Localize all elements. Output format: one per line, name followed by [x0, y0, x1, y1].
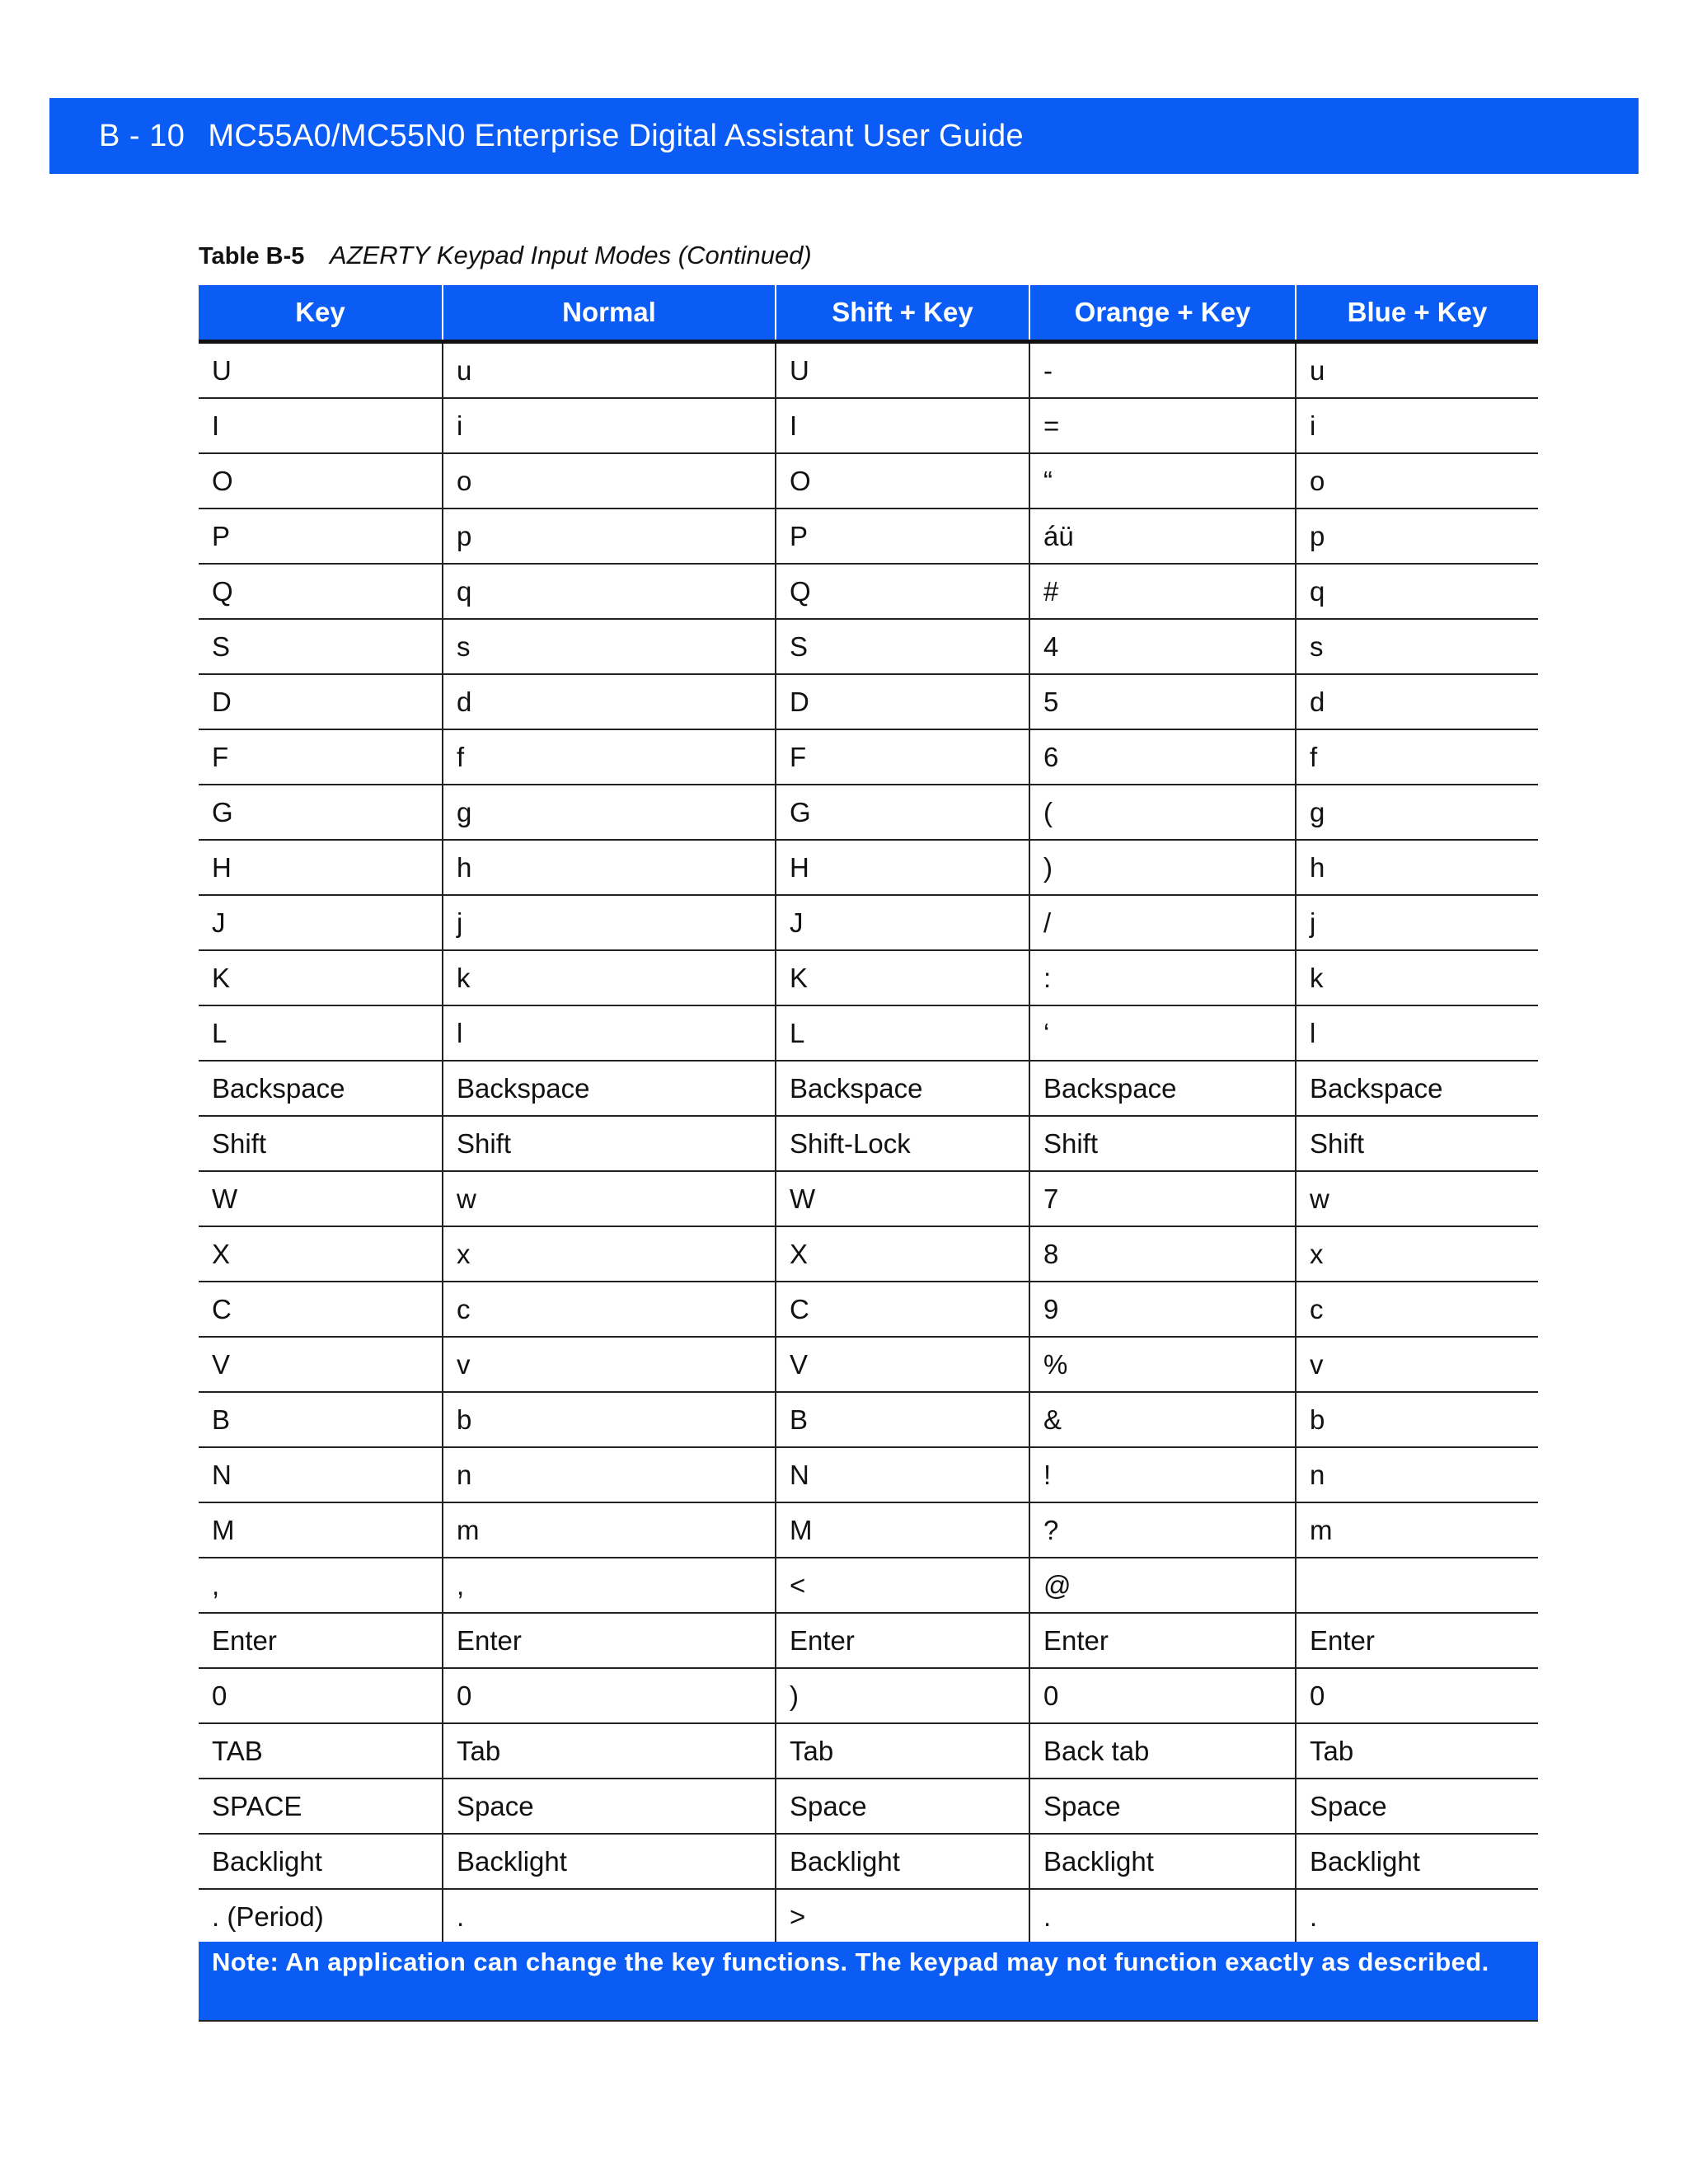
- cell-blue-key: s: [1296, 619, 1538, 674]
- keypad-input-modes-table: [199, 285, 1538, 1947]
- cell-shift-key: J: [776, 895, 1029, 950]
- cell-shift-key: N: [776, 1447, 1029, 1502]
- table-row: [199, 1337, 1538, 1392]
- cell-key: . (Period): [199, 1889, 443, 1946]
- cell-key: S: [199, 619, 443, 674]
- cell-key: D: [199, 674, 443, 729]
- cell-key: I: [199, 398, 443, 453]
- cell-blue-key: c: [1296, 1282, 1538, 1337]
- cell-key: B: [199, 1392, 443, 1447]
- column-header-blue-key: Blue + Key: [1296, 285, 1538, 342]
- cell-orange-key: 0: [1029, 1668, 1296, 1723]
- cell-shift-key: Space: [776, 1779, 1029, 1834]
- cell-key: F: [199, 729, 443, 785]
- cell-key: O: [199, 453, 443, 509]
- cell-blue-key: q: [1296, 564, 1538, 619]
- cell-orange-key: Backlight: [1029, 1834, 1296, 1889]
- cell-shift-key: L: [776, 1005, 1029, 1061]
- cell-key: TAB: [199, 1723, 443, 1779]
- cell-key: J: [199, 895, 443, 950]
- cell-blue-key: w: [1296, 1171, 1538, 1226]
- cell-shift-key: >: [776, 1889, 1029, 1946]
- cell-key: U: [199, 342, 443, 399]
- cell-normal: Shift: [443, 1116, 776, 1171]
- cell-orange-key: @: [1029, 1558, 1296, 1613]
- table-row: [199, 1558, 1538, 1613]
- cell-blue-key: j: [1296, 895, 1538, 950]
- table-row: [199, 1834, 1538, 1889]
- cell-shift-key: K: [776, 950, 1029, 1005]
- document-title: MC55A0/MC55N0 Enterprise Digital Assistant User Guide: [208, 118, 1024, 153]
- cell-normal: j: [443, 895, 776, 950]
- table-row: [199, 1779, 1538, 1834]
- cell-orange-key: ‘: [1029, 1005, 1296, 1061]
- cell-normal: Backlight: [443, 1834, 776, 1889]
- cell-key: X: [199, 1226, 443, 1282]
- table-row: [199, 785, 1538, 840]
- cell-key: Shift: [199, 1116, 443, 1171]
- table-row: [199, 509, 1538, 564]
- cell-blue-key: Enter: [1296, 1613, 1538, 1668]
- cell-key: Backlight: [199, 1834, 443, 1889]
- cell-blue-key: i: [1296, 398, 1538, 453]
- cell-normal: q: [443, 564, 776, 619]
- cell-shift-key: B: [776, 1392, 1029, 1447]
- cell-normal: ,: [443, 1558, 776, 1613]
- cell-shift-key: Backspace: [776, 1061, 1029, 1116]
- cell-blue-key: [1296, 1558, 1538, 1613]
- cell-key: P: [199, 509, 443, 564]
- cell-shift-key: P: [776, 509, 1029, 564]
- cell-shift-key: ): [776, 1668, 1029, 1723]
- cell-orange-key: 7: [1029, 1171, 1296, 1226]
- cell-blue-key: f: [1296, 729, 1538, 785]
- cell-blue-key: d: [1296, 674, 1538, 729]
- cell-shift-key: O: [776, 453, 1029, 509]
- cell-normal: h: [443, 840, 776, 895]
- cell-blue-key: 0: [1296, 1668, 1538, 1723]
- cell-orange-key: áü: [1029, 509, 1296, 564]
- cell-shift-key: C: [776, 1282, 1029, 1337]
- table-row: [199, 1171, 1538, 1226]
- cell-orange-key: Back tab: [1029, 1723, 1296, 1779]
- cell-key: G: [199, 785, 443, 840]
- cell-orange-key: Backspace: [1029, 1061, 1296, 1116]
- cell-shift-key: W: [776, 1171, 1029, 1226]
- table-row: [199, 1005, 1538, 1061]
- cell-normal: 0: [443, 1668, 776, 1723]
- cell-orange-key: %: [1029, 1337, 1296, 1392]
- cell-orange-key: !: [1029, 1447, 1296, 1502]
- cell-blue-key: Backlight: [1296, 1834, 1538, 1889]
- page-number: B - 10: [99, 118, 185, 153]
- cell-normal: Tab: [443, 1723, 776, 1779]
- cell-blue-key: h: [1296, 840, 1538, 895]
- cell-orange-key: Shift: [1029, 1116, 1296, 1171]
- table-caption-label: Table B-5: [199, 243, 305, 269]
- cell-shift-key: Backlight: [776, 1834, 1029, 1889]
- cell-normal: s: [443, 619, 776, 674]
- cell-key: H: [199, 840, 443, 895]
- cell-shift-key: M: [776, 1502, 1029, 1558]
- cell-orange-key: Enter: [1029, 1613, 1296, 1668]
- table-row: [199, 398, 1538, 453]
- cell-orange-key: &: [1029, 1392, 1296, 1447]
- cell-normal: g: [443, 785, 776, 840]
- cell-blue-key: u: [1296, 342, 1538, 399]
- cell-orange-key: 4: [1029, 619, 1296, 674]
- cell-shift-key: Enter: [776, 1613, 1029, 1668]
- cell-orange-key: ): [1029, 840, 1296, 895]
- table-body: [199, 342, 1538, 1946]
- header-row: [199, 285, 1538, 342]
- cell-key: L: [199, 1005, 443, 1061]
- cell-blue-key: v: [1296, 1337, 1538, 1392]
- cell-normal: Space: [443, 1779, 776, 1834]
- cell-key: N: [199, 1447, 443, 1502]
- cell-key: ,: [199, 1558, 443, 1613]
- cell-orange-key: 5: [1029, 674, 1296, 729]
- cell-key: 0: [199, 1668, 443, 1723]
- cell-orange-key: /: [1029, 895, 1296, 950]
- cell-normal: Enter: [443, 1613, 776, 1668]
- cell-blue-key: m: [1296, 1502, 1538, 1558]
- cell-shift-key: <: [776, 1558, 1029, 1613]
- table-row: [199, 840, 1538, 895]
- column-header-normal: Normal: [443, 285, 776, 342]
- table-row: [199, 1061, 1538, 1116]
- cell-blue-key: n: [1296, 1447, 1538, 1502]
- table-row: [199, 1613, 1538, 1668]
- note-box: Note: An application can change the key functions. The keypad may not function exactly as described.: [199, 1942, 1538, 2022]
- table-row: [199, 1392, 1538, 1447]
- cell-blue-key: Shift: [1296, 1116, 1538, 1171]
- cell-blue-key: o: [1296, 453, 1538, 509]
- cell-normal: p: [443, 509, 776, 564]
- cell-shift-key: U: [776, 342, 1029, 399]
- cell-normal: u: [443, 342, 776, 399]
- cell-normal: w: [443, 1171, 776, 1226]
- cell-normal: d: [443, 674, 776, 729]
- table-caption-title: AZERTY Keypad Input Modes (Continued): [330, 241, 812, 269]
- table-row: [199, 1226, 1538, 1282]
- cell-orange-key: :: [1029, 950, 1296, 1005]
- table-row: [199, 950, 1538, 1005]
- cell-orange-key: #: [1029, 564, 1296, 619]
- table-row: [199, 674, 1538, 729]
- cell-key: Enter: [199, 1613, 443, 1668]
- cell-normal: x: [443, 1226, 776, 1282]
- cell-normal: .: [443, 1889, 776, 1946]
- cell-blue-key: x: [1296, 1226, 1538, 1282]
- cell-normal: o: [443, 453, 776, 509]
- cell-blue-key: b: [1296, 1392, 1538, 1447]
- cell-normal: f: [443, 729, 776, 785]
- cell-normal: v: [443, 1337, 776, 1392]
- cell-normal: Backspace: [443, 1061, 776, 1116]
- table-row: [199, 895, 1538, 950]
- table-row: [199, 729, 1538, 785]
- column-header-orange-key: Orange + Key: [1029, 285, 1296, 342]
- cell-key: C: [199, 1282, 443, 1337]
- cell-normal: k: [443, 950, 776, 1005]
- cell-shift-key: D: [776, 674, 1029, 729]
- cell-key: M: [199, 1502, 443, 1558]
- cell-orange-key: “: [1029, 453, 1296, 509]
- table-row: [199, 619, 1538, 674]
- cell-shift-key: X: [776, 1226, 1029, 1282]
- cell-key: SPACE: [199, 1779, 443, 1834]
- table-row: [199, 564, 1538, 619]
- table-row: [199, 1668, 1538, 1723]
- table-row: [199, 1447, 1538, 1502]
- cell-orange-key: Space: [1029, 1779, 1296, 1834]
- cell-normal: m: [443, 1502, 776, 1558]
- table-caption: [199, 241, 812, 270]
- cell-orange-key: ?: [1029, 1502, 1296, 1558]
- cell-shift-key: Tab: [776, 1723, 1029, 1779]
- cell-orange-key: =: [1029, 398, 1296, 453]
- cell-key: V: [199, 1337, 443, 1392]
- cell-normal: c: [443, 1282, 776, 1337]
- table-row: [199, 1723, 1538, 1779]
- column-header-shift-key: Shift + Key: [776, 285, 1029, 342]
- cell-shift-key: H: [776, 840, 1029, 895]
- cell-shift-key: S: [776, 619, 1029, 674]
- cell-shift-key: G: [776, 785, 1029, 840]
- cell-orange-key: 6: [1029, 729, 1296, 785]
- cell-orange-key: 9: [1029, 1282, 1296, 1337]
- cell-orange-key: 8: [1029, 1226, 1296, 1282]
- cell-blue-key: .: [1296, 1889, 1538, 1946]
- cell-orange-key: .: [1029, 1889, 1296, 1946]
- cell-shift-key: V: [776, 1337, 1029, 1392]
- cell-orange-key: (: [1029, 785, 1296, 840]
- table-row: [199, 1889, 1538, 1946]
- cell-key: K: [199, 950, 443, 1005]
- cell-shift-key: Q: [776, 564, 1029, 619]
- cell-orange-key: -: [1029, 342, 1296, 399]
- cell-blue-key: Tab: [1296, 1723, 1538, 1779]
- table-row: [199, 342, 1538, 399]
- cell-normal: i: [443, 398, 776, 453]
- cell-blue-key: k: [1296, 950, 1538, 1005]
- cell-key: Backspace: [199, 1061, 443, 1116]
- cell-blue-key: Backspace: [1296, 1061, 1538, 1116]
- cell-key: W: [199, 1171, 443, 1226]
- cell-key: Q: [199, 564, 443, 619]
- table-row: [199, 1502, 1538, 1558]
- column-header-key: Key: [199, 285, 443, 342]
- cell-normal: n: [443, 1447, 776, 1502]
- table-row: [199, 1282, 1538, 1337]
- table-header: [199, 285, 1538, 342]
- cell-blue-key: p: [1296, 509, 1538, 564]
- cell-shift-key: I: [776, 398, 1029, 453]
- cell-shift-key: F: [776, 729, 1029, 785]
- cell-blue-key: Space: [1296, 1779, 1538, 1834]
- cell-shift-key: Shift-Lock: [776, 1116, 1029, 1171]
- table-row: [199, 1116, 1538, 1171]
- table-row: [199, 453, 1538, 509]
- cell-blue-key: l: [1296, 1005, 1538, 1061]
- page-header: [49, 98, 1639, 174]
- cell-normal: b: [443, 1392, 776, 1447]
- cell-normal: l: [443, 1005, 776, 1061]
- cell-blue-key: g: [1296, 785, 1538, 840]
